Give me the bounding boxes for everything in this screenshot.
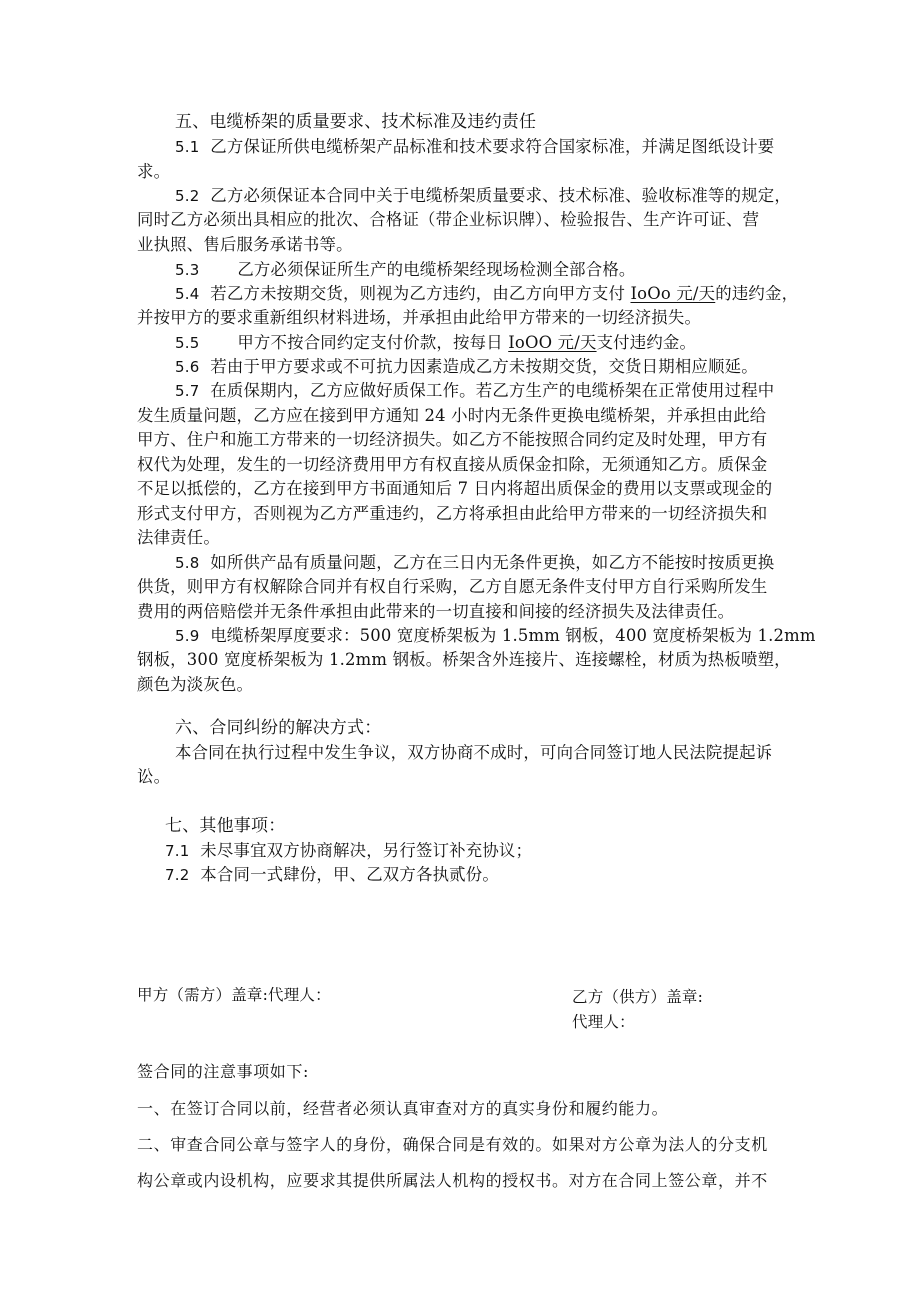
notes-title: 签合同的注意事项如下: <box>137 1062 309 1081</box>
section-6-heading: 六、合同纠纷的解决方式： <box>175 718 382 738</box>
clause-7-1 <box>165 839 532 863</box>
clause-5-5-line-1 <box>175 331 696 355</box>
section-6-line-2: 讼。 <box>137 767 171 786</box>
clause-5-8-line-1 <box>175 551 774 575</box>
clause-5-8-line-2: 供货，则甲方有权解除合同并有权自行采购，乙方自愿无条件支付甲方自行采购所发生 <box>137 577 768 596</box>
party-b-seal: 乙方（供方）盖章: <box>572 988 704 1006</box>
clause-5-2-line-1 <box>175 184 791 208</box>
clause-5-4-line-2: 并按甲方的要求重新组织材料进场，并承担由此给甲方带来的一切经济损失。 <box>137 308 702 327</box>
clause-text: 乙方必须保证所生产的电缆桥架经现场检测全部合格。 <box>237 260 636 279</box>
clause-text: 支付违约金。 <box>596 333 697 352</box>
clause-number: 5.8 <box>175 554 200 572</box>
clause-5-7-line-2: 发生质量问题，乙方应在接到甲方通知 24 小时内无条件更换电缆桥架，并承担由此给 <box>137 406 767 425</box>
clause-text: 乙方必须保证本合同中关于电缆桥架质量要求、技术标准、验收标准等的规定， <box>210 186 791 205</box>
clause-number: 5.6 <box>175 358 200 376</box>
clause-number: 7.1 <box>165 842 190 860</box>
notes-item-1: 一、在签订合同以前，经营者必须认真审查对方的真实身份和履约能力。 <box>137 1099 669 1118</box>
clause-text: 若乙方未按期交货，则视为乙方违约，由乙方向甲方支付 <box>210 284 626 303</box>
notes-item-2-line-1: 二、审查合同公章与签字人的身份，确保合同是有效的。如果对方公章为法人的分支机 <box>137 1135 768 1154</box>
clause-5-6-line-1 <box>175 355 758 379</box>
clause-number: 5.2 <box>175 187 200 205</box>
clause-text: 电缆桥架厚度要求：500 宽度桥架板为 1.5mm 钢板，400 宽度桥架板为 1.2mm <box>210 626 816 645</box>
clause-5-7-line-4: 权代为处理，发生的一切经济费用甲方有权直接从质保金扣除，无须通知乙方。质保金 <box>137 455 768 474</box>
clause-number: 5.4 <box>175 285 200 303</box>
clause-5-8-line-3: 费用的两倍赔偿并无条件承担由此带来的一切直接和间接的经济损失及法律责任。 <box>137 602 735 621</box>
notes-item-2-line-2: 构公章或内设机构，应要求其提供所属法人机构的授权书。对方在合同上签公章，并不 <box>137 1171 768 1190</box>
clause-number: 5.7 <box>175 382 200 400</box>
section-7-heading: 七、其他事项： <box>165 816 286 836</box>
clause-text: 若由于甲方要求或不可抗力因素造成乙方未按期交货，交货日期相应顺延。 <box>210 357 758 376</box>
clause-text: 的违约金， <box>715 284 799 303</box>
clause-5-9-line-1 <box>175 624 816 648</box>
clause-7-2 <box>165 863 499 887</box>
clause-number: 5.5 <box>175 334 200 352</box>
clause-number: 5.1 <box>175 138 200 156</box>
clause-5-4-line-1 <box>175 282 798 306</box>
clause-text: 乙方保证所供电缆桥架产品标准和技术要求符合国家标准，并满足图纸设计要 <box>210 137 775 156</box>
clause-5-9-line-3: 颜色为淡灰色。 <box>137 675 254 694</box>
clause-5-2-line-2: 同时乙方必须出具相应的批次、合格证（带企业标识牌）、检验报告、生产许可证、营 <box>137 210 760 229</box>
party-a-signature: 甲方（需方）盖章:代理人： <box>137 986 331 1004</box>
penalty-amount: IoOo 元/天 <box>630 284 716 303</box>
clause-5-7-line-3: 甲方、住户和施工方带来的一切经济损失。如乙方不能按照合同约定及时处理，甲方有 <box>137 430 768 449</box>
penalty-amount: IoOO 元/天 <box>508 333 597 352</box>
clause-text: 本合同一式肆份，甲、乙双方各执贰份。 <box>200 865 499 884</box>
clause-5-1-line-2: 求。 <box>137 162 171 181</box>
clause-5-1-line-1 <box>175 135 774 159</box>
party-b-agent: 代理人： <box>572 1013 635 1031</box>
clause-number: 7.2 <box>165 866 190 884</box>
clause-5-7-line-6: 形式支付甲方，否则视为乙方严重违约，乙方将承担由此给甲方带来的一切经济损失和 <box>137 504 768 523</box>
clause-text: 未尽事宜双方协商解决，另行签订补充协议； <box>200 841 533 860</box>
clause-5-9-line-2: 钢板，300 宽度桥架板为 1.2mm 钢板。桥架含外连接片、连接螺栓，材质为热板喷塑， <box>137 650 791 669</box>
clause-number: 5.9 <box>175 627 200 645</box>
section-6-line-1: 本合同在执行过程中发生争议，双方协商不成时，可向合同签订地人民法院提起诉 <box>175 743 773 762</box>
clause-text: 如所供产品有质量问题，乙方在三日内无条件更换，如乙方不能按时按质更换 <box>210 553 775 572</box>
section-5-heading: 五、电缆桥架的质量要求、技术标准及违约责任 <box>175 112 537 132</box>
clause-5-7-line-5: 不足以抵偿的，乙方在接到甲方书面通知后 7 日内将超出质保金的费用以支票或现金的 <box>137 479 773 498</box>
clause-5-3-line-1 <box>175 258 636 282</box>
clause-text: 甲方不按合同约定支付价款，按每日 <box>237 333 503 352</box>
clause-text: 在质保期内，乙方应做好质保工作。若乙方生产的电缆桥架在正常使用过程中 <box>210 381 775 400</box>
clause-5-7-line-1 <box>175 379 774 403</box>
clause-number: 5.3 <box>175 261 200 279</box>
clause-5-7-line-7: 法律责任。 <box>137 528 220 547</box>
clause-5-2-line-3: 业执照、售后服务承诺书等。 <box>137 235 353 254</box>
